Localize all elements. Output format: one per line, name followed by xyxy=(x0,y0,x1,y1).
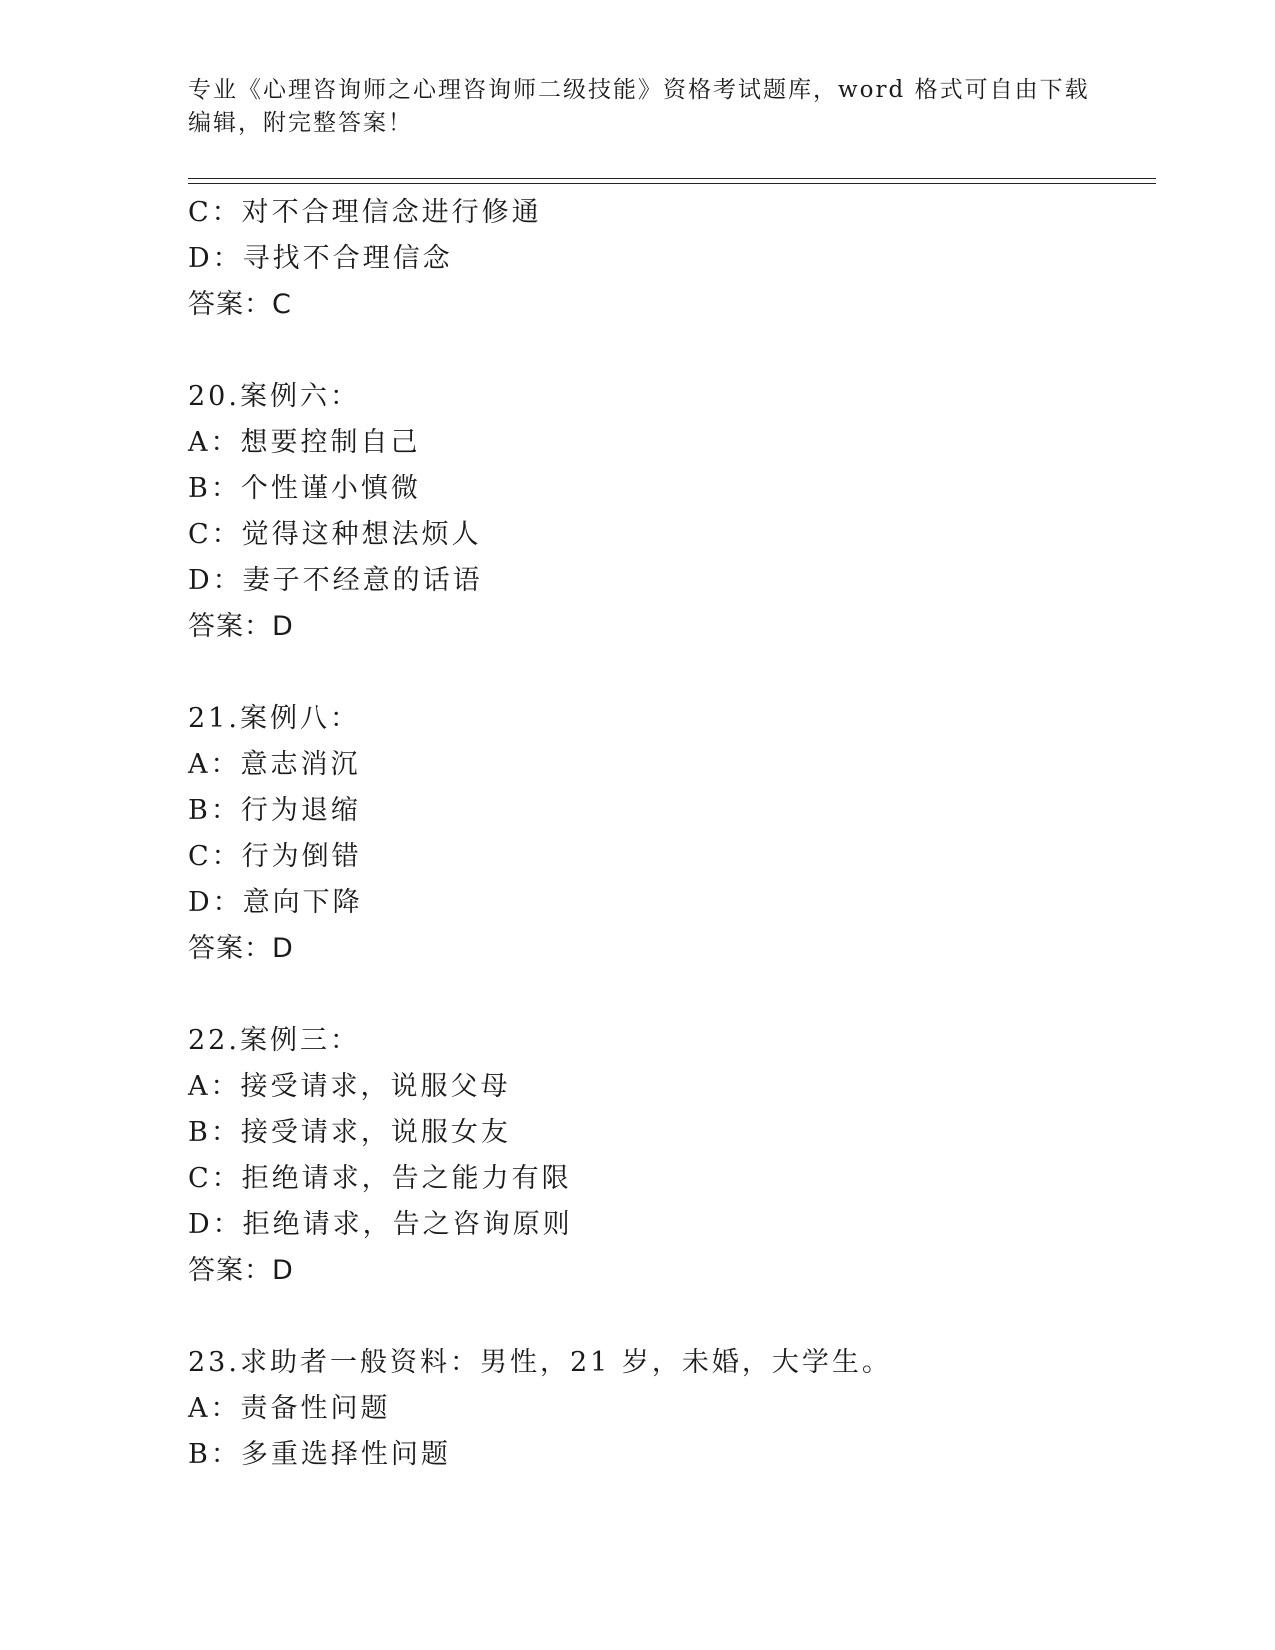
option-b: B：接受请求，说服女友 xyxy=(188,1117,511,1148)
header-divider-top xyxy=(188,178,1156,179)
question-block xyxy=(188,1018,1148,1294)
question-block xyxy=(188,190,1148,328)
option-a: A：想要控制自己 xyxy=(188,427,421,458)
spacer xyxy=(188,650,1148,696)
option-d: D：寻找不合理信念 xyxy=(188,243,453,274)
spacer xyxy=(188,328,1148,374)
option-d: D：拒绝请求，告之咨询原则 xyxy=(188,1209,573,1240)
spacer xyxy=(188,1294,1148,1340)
question-title: 22.案例三： xyxy=(188,1025,360,1056)
question-block xyxy=(188,374,1148,650)
option-c: C：拒绝请求，告之能力有限 xyxy=(188,1163,572,1194)
option-b: B：行为退缩 xyxy=(188,795,361,826)
question-title: 20.案例六： xyxy=(188,381,360,412)
header-divider-bottom xyxy=(188,183,1156,184)
question-block xyxy=(188,1340,1148,1478)
document-header xyxy=(188,74,1088,140)
question-title: 23.求助者一般资料：男性，21 岁，未婚，大学生。 xyxy=(188,1347,892,1378)
option-d: D：意向下降 xyxy=(188,887,363,918)
answer-line: 答案：C xyxy=(188,289,292,320)
question-list xyxy=(188,190,1148,1478)
question-title: 21.案例八： xyxy=(188,703,360,734)
option-a: A：责备性问题 xyxy=(188,1393,391,1424)
option-b: B：个性谨小慎微 xyxy=(188,473,421,504)
option-c: C：行为倒错 xyxy=(188,841,362,872)
answer-line: 答案：D xyxy=(188,611,294,642)
option-a: A：接受请求，说服父母 xyxy=(188,1071,511,1102)
header-line-2: 编辑，附完整答案！ xyxy=(188,110,413,136)
option-a: A：意志消沉 xyxy=(188,749,361,780)
answer-line: 答案：D xyxy=(188,1255,294,1286)
header-line-1: 专业《心理咨询师之心理咨询师二级技能》资格考试题库，word 格式可自由下载 xyxy=(188,77,1090,103)
option-c: C：对不合理信念进行修通 xyxy=(188,197,542,228)
question-block xyxy=(188,696,1148,972)
option-b: B：多重选择性问题 xyxy=(188,1439,451,1470)
option-d: D：妻子不经意的话语 xyxy=(188,565,483,596)
option-c: C：觉得这种想法烦人 xyxy=(188,519,482,550)
answer-line: 答案：D xyxy=(188,933,294,964)
spacer xyxy=(188,972,1148,1018)
